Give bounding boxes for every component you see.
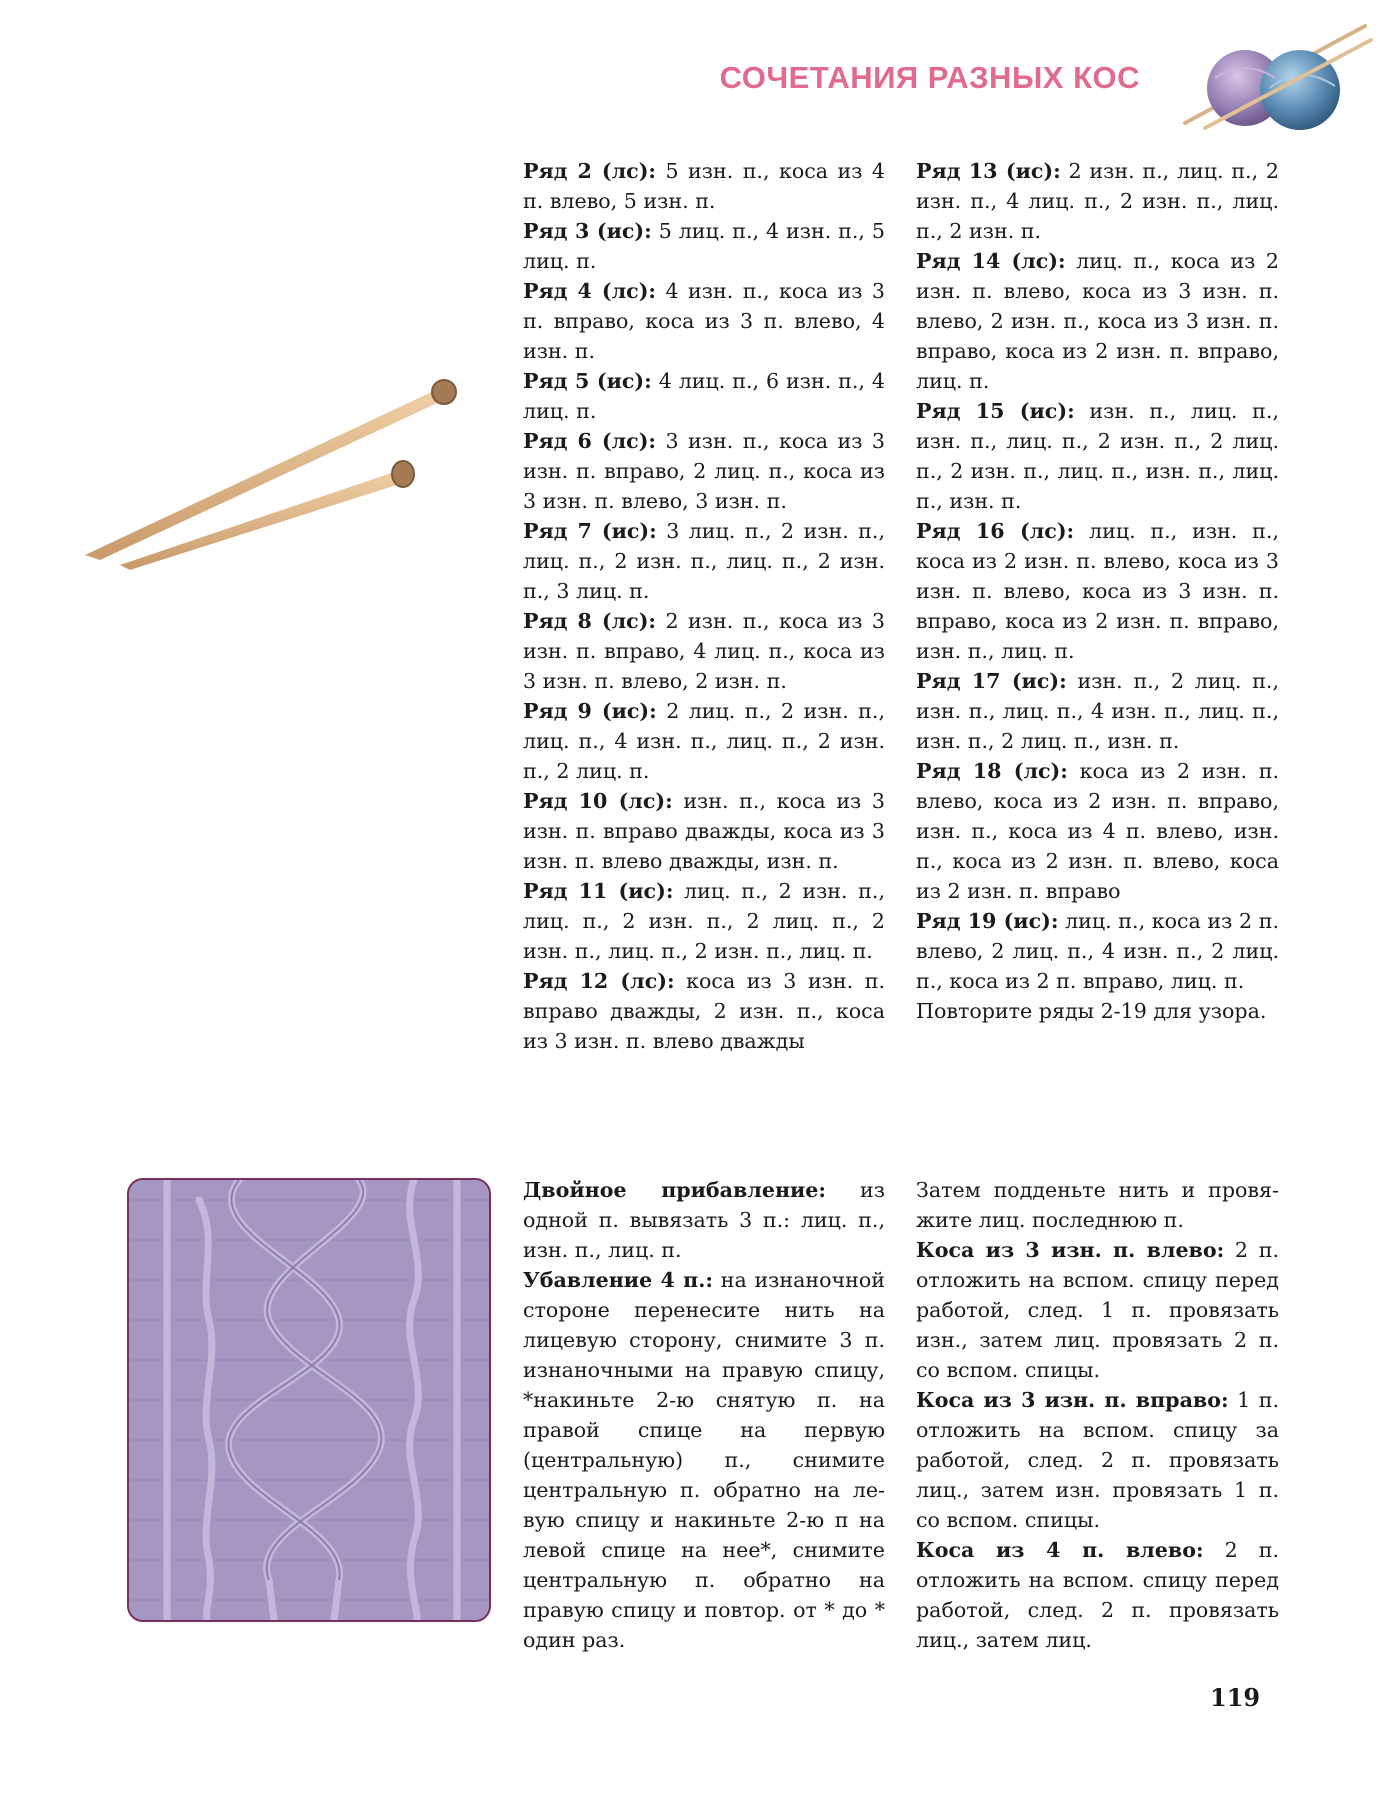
instruction-text: 3 изн. п., коса из 3 изн. п. вправо, 2 лиц. п., коса из 3 изн. п. влево, 3 изн. п.: [523, 429, 885, 513]
instruction-label: Ряд 11 (ис):: [523, 879, 674, 903]
instruction-label: Ряд 13 (ис):: [916, 159, 1061, 183]
instruction-paragraph: [916, 666, 1279, 756]
page-number: 119: [1210, 1683, 1261, 1712]
instruction-text: 2 п. отложить на вспом. спицу перед работой, след. 1 п. провязать изн., затем лиц. провязать 2 п. со вспом. спицы.: [916, 1238, 1279, 1382]
instructions-column-top-right: [916, 156, 1279, 1026]
yarn-balls-icon: [1175, 18, 1375, 137]
instruction-label: Коса из 3 изн. п. вправо:: [916, 1388, 1229, 1412]
instruction-text: лиц. п., изн. п., коса из 2 изн. п. влево, коса из 3 изн. п. влево, коса из 3 изн. п. вправо, коса из 2 изн. п. вправо, изн. п., лиц. п.: [916, 519, 1279, 663]
instruction-label: Ряд 8 (лс):: [523, 609, 657, 633]
instruction-paragraph: [916, 756, 1279, 906]
instruction-text: 5 изн. п., коса из 4 п. влево, 5 изн. п.: [523, 159, 885, 213]
instruction-paragraph: [523, 1175, 885, 1265]
cable-swatch-image: [127, 1178, 491, 1622]
instruction-paragraph: [916, 1385, 1279, 1535]
instruction-paragraph: [916, 1535, 1279, 1655]
instruction-paragraph: [916, 156, 1279, 246]
instruction-text: на изнаночной стороне перенесите нить на лицевую сторону, снимите 3 п. изнаночными на правую спицу, *накиньте 2-ю снятую п. на правой спице на первую (центральную) п., снимите центральную п. обратно на левую спицу и накиньте 2-ю п на левой спице на нее*, снимите центральную п. обратно на правую спицу и повтор. от * до * один раз.: [523, 1268, 885, 1652]
instruction-paragraph: [523, 876, 885, 966]
instruction-paragraph: [916, 246, 1279, 396]
instruction-label: Ряд 14 (лс):: [916, 249, 1066, 273]
instruction-label: Ряд 12 (лс):: [523, 969, 675, 993]
instruction-paragraph: [523, 516, 885, 606]
instruction-paragraph: [523, 276, 885, 366]
instruction-text: 4 лиц. п., 6 изн. п., 4 лиц. п.: [523, 369, 886, 423]
instruction-label: Ряд 6 (лс):: [523, 429, 657, 453]
instruction-label: Коса из 4 п. влево:: [916, 1538, 1204, 1562]
instruction-paragraph: [916, 906, 1279, 996]
instruction-paragraph: [523, 966, 885, 1056]
instruction-text: 1 п. отложить на вспом. спицу за работой, след. 2 п. провязать лиц., затем изн. провязать 1 п. со вспом. спицы.: [916, 1388, 1280, 1532]
instruction-label: Ряд 7 (ис):: [523, 519, 657, 543]
instruction-paragraph: [916, 516, 1279, 666]
instruction-text: лиц. п., коса из 2 изн. п. влево, коса из 3 изн. п. влево, 2 изн. п., коса из 3 изн. п. вправо, коса из 2 изн. п. вправо, лиц. п.: [916, 249, 1279, 393]
instruction-label: Ряд 5 (ис):: [523, 369, 652, 393]
instructions-column-top-left: [523, 156, 885, 1056]
instruction-label: Коса из 3 изн. п. влево:: [916, 1238, 1225, 1262]
glossary-column-bottom-right: [916, 1175, 1279, 1655]
instruction-text: 2 изн. п., лиц. п., 2 изн. п., 4 лиц. п., 2 изн. п., лиц. п., 2 изн. п.: [916, 159, 1279, 243]
instruction-paragraph: [523, 1265, 885, 1655]
instruction-label: Ряд 17 (ис):: [916, 669, 1067, 693]
instruction-text: коса из 3 изн. п. вправо дважды, 2 изн. п., коса из 3 изн. п. влево дважды: [523, 969, 886, 1053]
instruction-text: 4 изн. п., коса из 3 п. вправо, коса из 3 п. влево, 4 изн. п.: [523, 279, 885, 363]
instruction-text: Затем подденьте нить и провяжите лиц. последнюю п.: [916, 1178, 1279, 1232]
instruction-text: лиц. п., коса из 2 п. влево, 2 лиц. п., 4 изн. п., 2 лиц. п., коса из 2 п. вправо, лиц. п.: [916, 909, 1279, 993]
instruction-text: лиц. п., 2 изн. п., лиц. п., 2 изн. п., 2 лиц. п., 2 изн. п., лиц. п., 2 изн. п., лиц. п.: [523, 879, 886, 963]
instruction-label: Ряд 15 (ис):: [916, 399, 1075, 423]
instruction-text: 2 изн. п., коса из 3 изн. п. вправо, 4 лиц. п., коса из 3 изн. п. влево, 2 изн. п.: [523, 609, 885, 693]
instruction-text: коса из 2 изн. п. влево, коса из 2 изн. п. вправо, изн. п., коса из 4 п. влево, изн. п., коса из 2 изн. п. влево, коса из 2 изн. п. вправо: [916, 759, 1279, 903]
instruction-label: Ряд 18 (лс):: [916, 759, 1068, 783]
instruction-paragraph: [523, 216, 885, 276]
instruction-paragraph: [523, 426, 885, 516]
instruction-label: Ряд 19 (ис):: [916, 909, 1059, 933]
instruction-text: из одной п. вывязать 3 п.: лиц. п., изн. п., лиц. п.: [523, 1178, 885, 1262]
instruction-label: Ряд 3 (ис):: [523, 219, 652, 243]
instruction-text: 3 лиц. п., 2 изн. п., лиц. п., 2 изн. п., лиц. п., 2 изн. п., 3 лиц. п.: [523, 519, 885, 603]
instruction-paragraph: [523, 786, 885, 876]
instruction-paragraph: [523, 156, 885, 216]
instruction-paragraph: [523, 696, 885, 786]
instruction-text: изн. п., лиц. п., изн. п., лиц. п., 2 изн. п., 2 лиц. п., 2 изн. п., лиц. п., изн. п., лиц. п., изн. п.: [916, 399, 1279, 513]
instruction-label: Убавление 4 п.:: [523, 1268, 714, 1292]
instruction-text: Повторите ряды 2-19 для узора.: [916, 999, 1267, 1023]
instruction-paragraph: [523, 606, 885, 696]
glossary-column-bottom-left: [523, 1175, 885, 1655]
instruction-label: Ряд 10 (лс):: [523, 789, 673, 813]
instruction-text: 5 лиц. п., 4 изн. п., 5 лиц. п.: [523, 219, 886, 273]
instruction-text: изн. п., коса из 3 изн. п. вправо дважды, коса из 3 изн. п. влево дважды, изн. п.: [523, 789, 885, 873]
instruction-paragraph: [916, 396, 1279, 516]
instruction-paragraph: [916, 1175, 1279, 1235]
instruction-text: 2 п. отложить на вспом. спицу перед работой, след. 2 п. провязать лиц., затем лиц.: [916, 1538, 1279, 1652]
instruction-label: Ряд 4 (лс):: [523, 279, 657, 303]
knitting-needles-icon: [80, 370, 460, 574]
instruction-label: Двойное прибавление:: [523, 1178, 826, 1202]
instruction-text: изн. п., 2 лиц. п., изн. п., лиц. п., 4 изн. п., лиц. п., изн. п., 2 лиц. п., изн. п.: [916, 669, 1280, 753]
instruction-paragraph: [916, 996, 1279, 1026]
instruction-paragraph: [523, 366, 885, 426]
instruction-text: 2 лиц. п., 2 изн. п., лиц. п., 4 изн. п., лиц. п., 2 изн. п., 2 лиц. п.: [523, 699, 885, 783]
instruction-label: Ряд 2 (лс):: [523, 159, 657, 183]
instruction-paragraph: [916, 1235, 1279, 1385]
instruction-label: Ряд 16 (лс):: [916, 519, 1075, 543]
instruction-label: Ряд 9 (ис):: [523, 699, 657, 723]
page-title: СОЧЕТАНИЯ РАЗНЫХ КОС: [719, 60, 1140, 95]
